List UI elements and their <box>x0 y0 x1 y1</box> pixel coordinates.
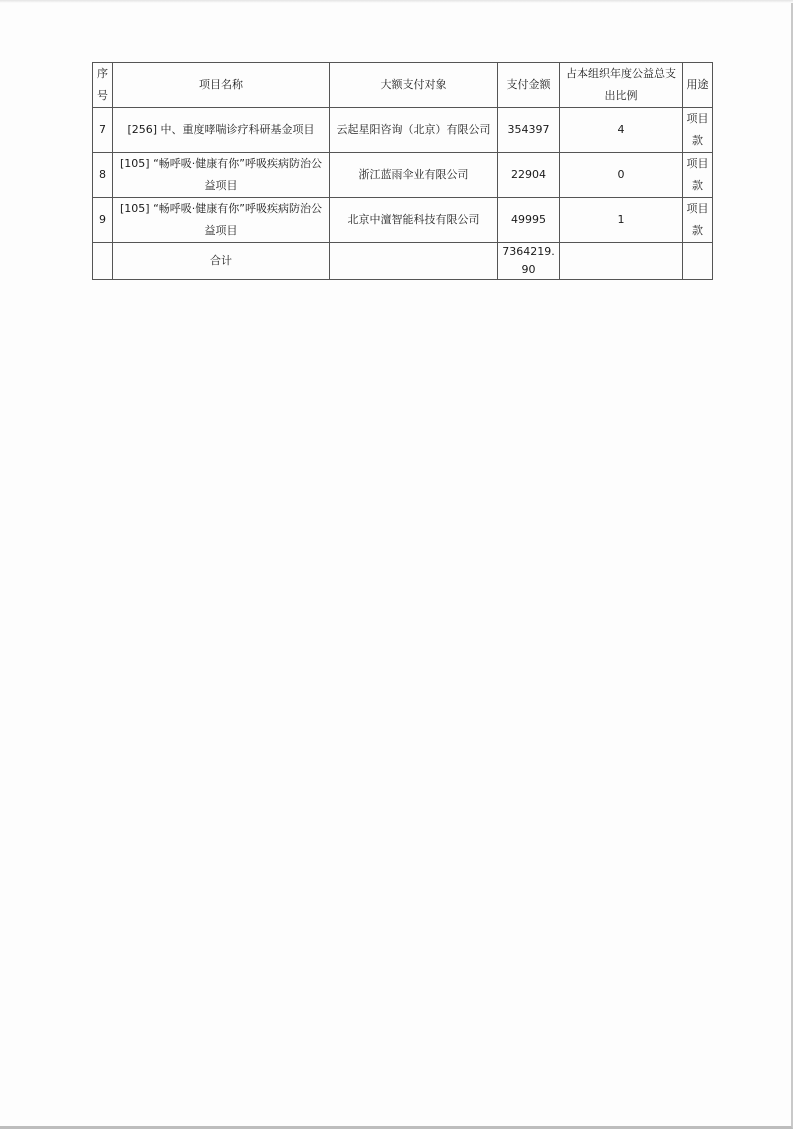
cell-project-name: [256] 中、重度哮喘诊疗科研基金项目 <box>113 108 330 153</box>
table-header-row <box>93 63 713 108</box>
cell-amount: 354397 <box>498 108 560 153</box>
total-usage-empty <box>683 243 713 280</box>
table-row <box>93 153 713 198</box>
large-payments-table <box>92 62 713 280</box>
cell-usage: 项目款 <box>683 198 713 243</box>
cell-usage: 项目款 <box>683 108 713 153</box>
cell-payee: 北京中澶智能科技有限公司 <box>330 198 498 243</box>
cell-usage: 项目款 <box>683 153 713 198</box>
total-payee-empty <box>330 243 498 280</box>
total-ratio-empty <box>560 243 683 280</box>
cell-ratio: 1 <box>560 198 683 243</box>
cell-payee: 云起星阳咨询（北京）有限公司 <box>330 108 498 153</box>
total-index-empty <box>93 243 113 280</box>
cell-payee: 浙江蓝雨伞业有限公司 <box>330 153 498 198</box>
total-label: 合计 <box>113 243 330 280</box>
header-project-name: 项目名称 <box>113 63 330 108</box>
header-usage: 用途 <box>683 63 713 108</box>
header-index: 序号 <box>93 63 113 108</box>
header-amount: 支付金额 <box>498 63 560 108</box>
table-total-row <box>93 243 713 280</box>
cell-index: 7 <box>93 108 113 153</box>
total-amount: 7364219.90 <box>498 243 560 280</box>
cell-ratio: 4 <box>560 108 683 153</box>
page-edge-shadow <box>0 0 793 3</box>
cell-index: 9 <box>93 198 113 243</box>
cell-amount: 22904 <box>498 153 560 198</box>
cell-index: 8 <box>93 153 113 198</box>
cell-project-name: [105] “畅呼吸·健康有你”呼吸疾病防治公益项目 <box>113 198 330 243</box>
table-row <box>93 198 713 243</box>
table-row <box>93 108 713 153</box>
header-payee: 大额支付对象 <box>330 63 498 108</box>
cell-project-name: [105] “畅呼吸·健康有你”呼吸疾病防治公益项目 <box>113 153 330 198</box>
cell-amount: 49995 <box>498 198 560 243</box>
header-ratio: 占本组织年度公益总支出比例 <box>560 63 683 108</box>
cell-ratio: 0 <box>560 153 683 198</box>
